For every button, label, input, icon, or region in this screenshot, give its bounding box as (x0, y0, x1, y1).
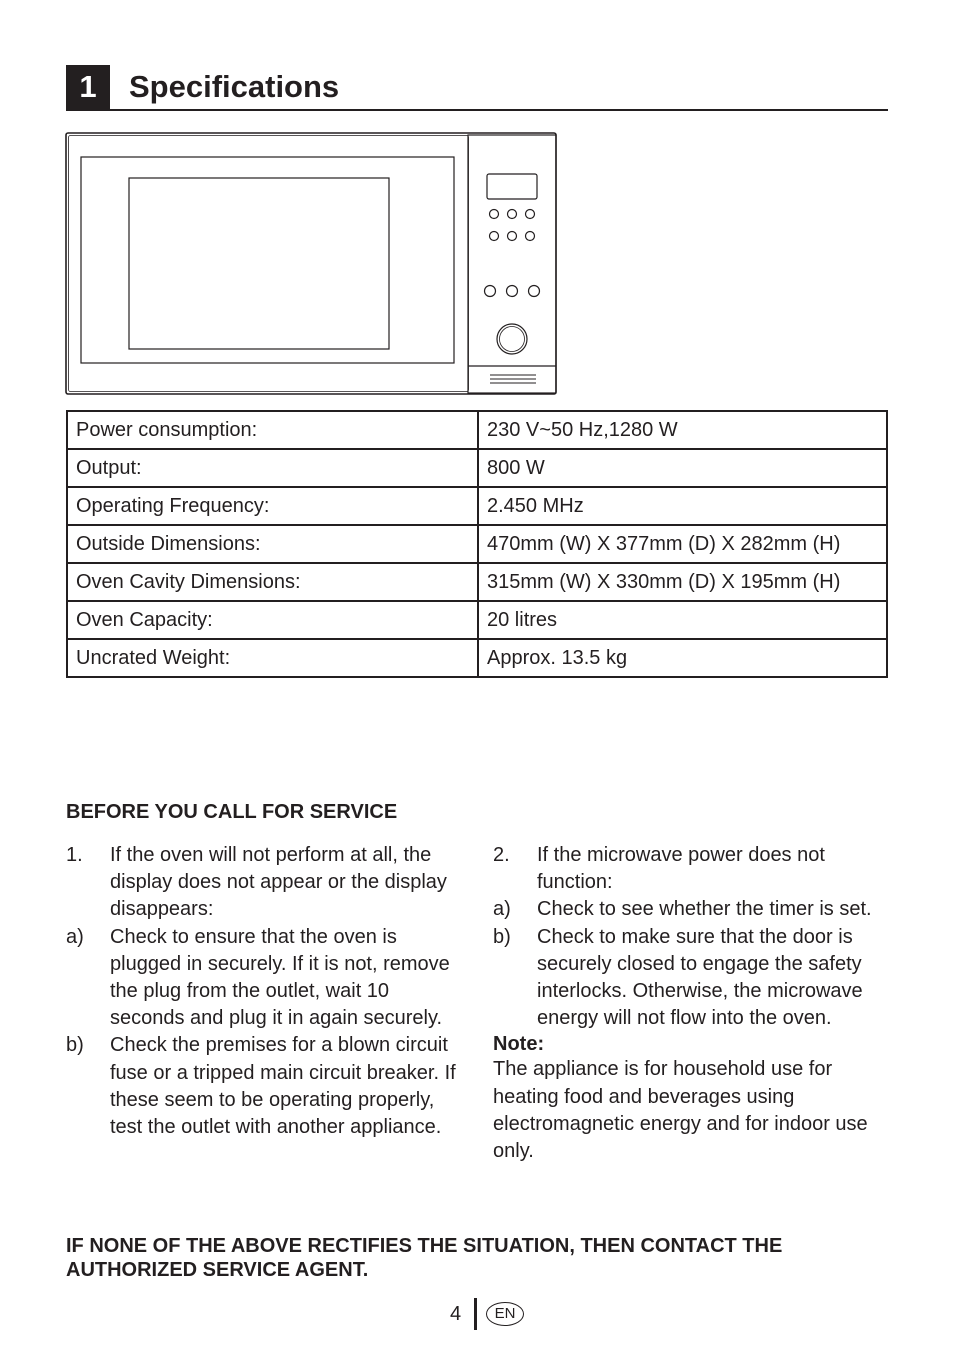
list-marker: a) (493, 898, 511, 921)
spec-value: 315mm (W) X 330mm (D) X 195mm (H) (478, 563, 887, 601)
footer-divider (474, 1298, 477, 1330)
list-text: If the oven will not perform at all, the display does not appear or the display disappears: (110, 844, 447, 921)
list-item (66, 1032, 466, 1141)
service-left-column (66, 842, 466, 1141)
table-row (67, 525, 887, 563)
table-row (67, 411, 887, 449)
microwave-oven-icon (64, 131, 560, 397)
spec-label: Operating Frequency: (67, 487, 478, 525)
list-item (493, 896, 888, 923)
table-row (67, 449, 887, 487)
spec-label: Uncrated Weight: (67, 639, 478, 677)
list-text: Check to see whether the timer is set. (537, 898, 872, 921)
table-row (67, 639, 887, 677)
list-marker: b) (493, 925, 511, 948)
list-marker: b) (66, 1034, 84, 1057)
list-text: If the microwave power does not function: (537, 844, 825, 894)
list-text: Check to ensure that the oven is plugged in securely. If it is not, remove the plug from the outlet, wait 10 seconds and plug it in again securely. (110, 925, 450, 1030)
spec-value: 230 V~50 Hz,1280 W (478, 411, 887, 449)
page-number: 4 (450, 1303, 462, 1325)
spec-label: Oven Capacity: (67, 601, 478, 639)
spec-value: Approx. 13.5 kg (478, 639, 887, 677)
spec-value: 20 litres (478, 601, 887, 639)
list-marker: 1. (66, 844, 83, 866)
spec-label: Output: (67, 449, 478, 487)
list-item (66, 842, 466, 924)
list-item (493, 924, 888, 1033)
note-label: Note: (493, 1033, 545, 1056)
section-number: 1 (66, 65, 110, 109)
list-item (66, 924, 466, 1033)
table-row (67, 601, 887, 639)
spec-value: 470mm (W) X 377mm (D) X 282mm (H) (478, 525, 887, 563)
note-text: The appliance is for household use for heating food and beverages using electromagnetic energy and for indoor use only. (493, 1058, 868, 1163)
spec-label: Oven Cavity Dimensions: (67, 563, 478, 601)
list-item (493, 842, 888, 896)
specifications-table (66, 410, 888, 678)
language-badge: EN (486, 1302, 524, 1326)
list-text: Check to make sure that the door is securely closed to engage the safety interlocks. Otherwise, the microwave energy will not flow into the oven. (537, 925, 863, 1030)
table-row (67, 563, 887, 601)
table-row (67, 487, 887, 525)
spec-label: Outside Dimensions: (67, 525, 478, 563)
service-heading: BEFORE YOU CALL FOR SERVICE (66, 801, 398, 823)
list-text: Check the premises for a blown circuit fuse or a tripped main circuit breaker. If these seem to be operating properly, test the outlet with another appliance. (110, 1034, 456, 1139)
list-marker: 2. (493, 844, 510, 866)
final-warning: IF NONE OF THE ABOVE RECTIFIES THE SITUATION, THEN CONTACT THE AUTHORIZED SERVICE AGENT. (66, 1235, 783, 1281)
spec-label: Power consumption: (67, 411, 478, 449)
spec-value: 2.450 MHz (478, 487, 887, 525)
service-right-column (493, 842, 888, 1165)
section-header (66, 65, 888, 111)
list-marker: a) (66, 925, 84, 948)
spec-value: 800 W (478, 449, 887, 487)
page-title: Specifications (129, 69, 340, 104)
